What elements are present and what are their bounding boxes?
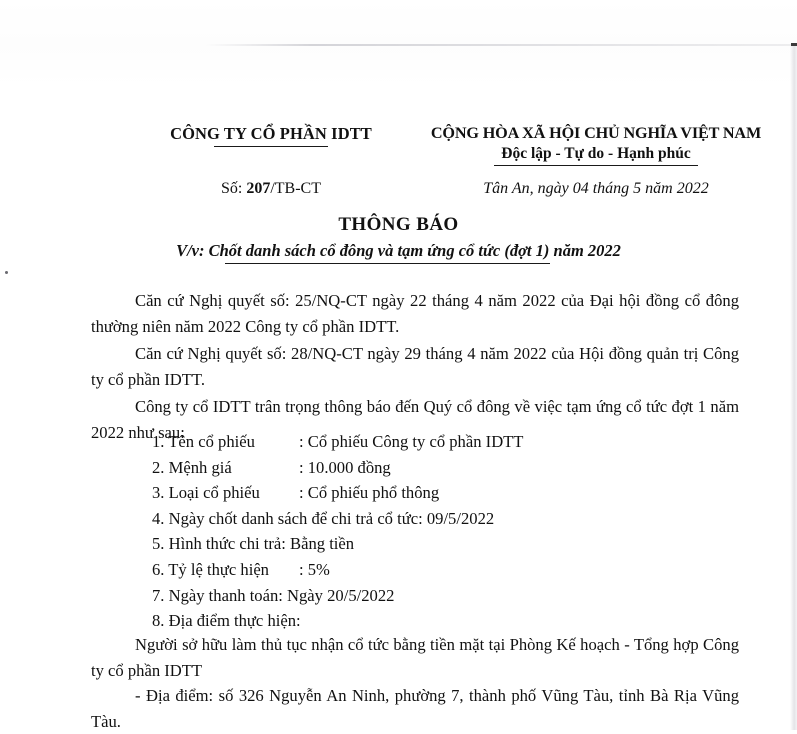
title-block: [0, 214, 797, 261]
list-item: [152, 506, 752, 532]
document-number-value: 207: [246, 180, 271, 197]
list-item-label: 6. Tỷ lệ thực hiện: [152, 559, 269, 579]
document-number-prefix: Số:: [220, 180, 247, 197]
paragraph-procedure: Người sở hữu làm thủ tục nhận cổ tức bằng tiền mặt tại Phòng Kế hoạch - Tổng hợp Công ty cổ phần IDTT: [91, 635, 739, 680]
cut-off-next-line: [420, 723, 750, 730]
list-item: [152, 583, 752, 609]
organization-name: CÔNG TY CỔ PHẦN IDTT: [170, 124, 372, 143]
list-item-value: : Cổ phiếu Công ty cổ phần IDTT: [299, 432, 524, 451]
list-item-label: 7. Ngày thanh toán: Ngày 20/5/2022: [152, 585, 395, 605]
header-right-block: [420, 124, 772, 163]
scan-artifact-corner: [791, 43, 797, 46]
document-header: [0, 124, 797, 204]
list-item: [152, 455, 752, 481]
list-item-label: 2. Mệnh giá: [152, 457, 232, 477]
national-title: CỘNG HÒA XÃ HỘI CHỦ NGHĨA VIỆT NAM: [430, 124, 762, 142]
list-item: [152, 557, 752, 583]
list-item-value: : 10.000 đồng: [299, 457, 391, 477]
document-title: THÔNG BÁO: [338, 214, 459, 235]
list-item-label: 3. Loại cổ phiếu: [152, 483, 260, 503]
list-item: [152, 480, 752, 506]
list-item-value: : 5%: [299, 559, 330, 579]
closing-paragraphs: [91, 632, 739, 734]
document-number-suffix: /TB-CT: [270, 180, 321, 197]
details-list: [152, 429, 752, 634]
national-motto: Độc lập - Tự do - Hạnh phúc: [501, 145, 691, 162]
header-left-block: [116, 124, 426, 144]
scan-speck: [5, 271, 8, 274]
paragraph-location: - Địa điểm: số 326 Nguyễn An Ninh, phường 7, thành phố Vũng Tàu, tỉnh Bà Rịa Vũng Tàu.: [91, 686, 739, 731]
body-paragraphs: [91, 288, 739, 447]
scan-edge-top: [205, 44, 797, 46]
place-and-date: Tân An, ngày 04 tháng 5 năm 2022: [483, 180, 709, 197]
paragraph-announcement: Công ty cổ IDTT trân trọng thông báo đến Quý cổ đông về việc tạm ứng cổ tức đợt 1 năm 2022 như sau:: [91, 397, 739, 442]
list-item: [152, 531, 752, 557]
document-subtitle: V/v: Chốt danh sách cổ đông và tạm ứng cổ tức (đợt 1) năm 2022: [176, 241, 621, 260]
list-item-label: 8. Địa điểm thực hiện:: [152, 611, 301, 631]
list-item: [152, 429, 752, 455]
list-item-label: 5. Hình thức chi trả: Bằng tiền: [152, 534, 355, 554]
list-item: [152, 608, 752, 634]
list-item-value: : Cổ phiếu phổ thông: [299, 483, 440, 503]
document-number: [116, 180, 426, 198]
list-item-label: 4. Ngày chốt danh sách để chi trả cổ tức: 09/5/2022: [152, 508, 495, 528]
paragraph-recital-2: Căn cứ Nghị quyết số: 28/NQ-CT ngày 29 tháng 4 năm 2022 của Hội đồng quản trị Công ty cổ phần IDTT.: [91, 344, 739, 389]
paragraph-recital-1: Căn cứ Nghị quyết số: 25/NQ-CT ngày 22 tháng 4 năm 2022 của Đại hội đồng cổ đông thường niên năm 2022 Công ty cổ phần IDTT.: [91, 291, 739, 336]
list-item-label: 1. Tên cổ phiếu: [152, 432, 255, 451]
